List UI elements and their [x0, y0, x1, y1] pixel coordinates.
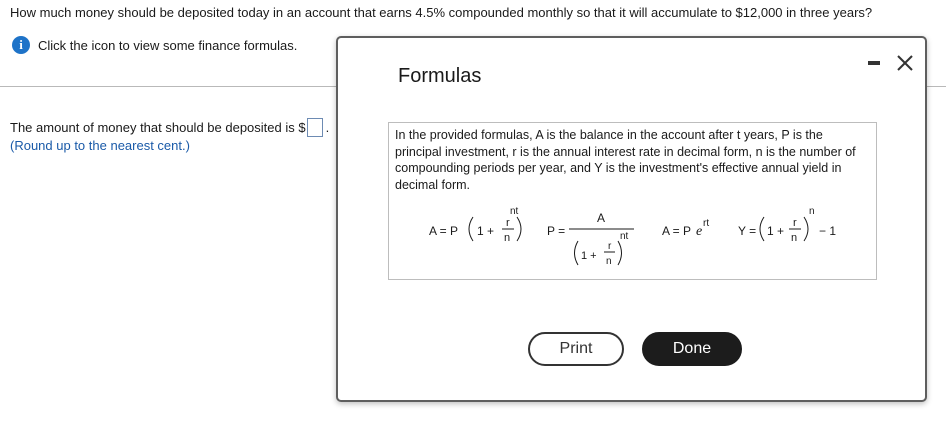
- hint-row: [12, 36, 297, 54]
- print-button[interactable]: Print: [528, 332, 624, 366]
- answer-suffix: .: [325, 120, 330, 135]
- f2-one: 1 +: [581, 250, 597, 262]
- close-icon[interactable]: [894, 52, 916, 74]
- f1-den: n: [504, 232, 511, 244]
- answer-input[interactable]: [307, 118, 323, 137]
- formulas-dialog: [336, 36, 927, 402]
- f4-minus: − 1: [819, 224, 837, 238]
- f1-num: r: [506, 217, 510, 229]
- f4-exp: n: [809, 206, 815, 217]
- round-note: (Round up to the nearest cent.): [10, 138, 190, 153]
- f4-close-paren: [804, 217, 808, 241]
- f2-lhs: P =: [547, 224, 566, 238]
- f4-num: r: [793, 217, 797, 229]
- f4-open-paren: [760, 217, 764, 241]
- f4-den: n: [791, 232, 798, 244]
- f2-inner-num: r: [608, 241, 612, 252]
- question-text: How much money should be deposited today in an account that earns 4.5% compounded monthly so that it will accumulate to $12,000 in three years?: [10, 5, 873, 20]
- hint-text: Click the icon to view some finance formulas.: [38, 37, 298, 53]
- continuous-formula: [662, 218, 709, 239]
- f2-exp: nt: [620, 231, 629, 242]
- f1-exp: nt: [510, 206, 519, 217]
- minimize-icon[interactable]: [867, 54, 883, 72]
- f1-one: 1 +: [477, 224, 495, 238]
- f2-inner-den: n: [606, 256, 612, 267]
- f2-open-paren: [575, 241, 579, 265]
- f2-num: A: [597, 211, 606, 225]
- f1-close-paren: [517, 217, 521, 241]
- answer-prompt: The amount of money that should be deposited is $: [10, 120, 306, 135]
- f2-close-paren: [618, 241, 622, 265]
- f4-lhs: Y =: [738, 224, 757, 238]
- done-button[interactable]: Done: [642, 332, 742, 366]
- f3-lhs: A = P: [662, 224, 692, 238]
- f1-open-paren: [469, 217, 473, 241]
- present-value-formula: [547, 211, 634, 267]
- formulas-graphic: [389, 123, 878, 281]
- formulas-description: In the provided formulas, A is the balance in the account after t years, P is the principal investment, r is the annual interest rate in decimal form, n is the number of compounding periods per year, and Y is the investment's effective annual yield in decimal form.: [395, 128, 856, 192]
- yield-formula: [738, 206, 836, 244]
- f4-one: 1 +: [767, 224, 785, 238]
- formulas-content: [388, 122, 877, 280]
- answer-line: [10, 118, 329, 137]
- compound-interest-formula: [429, 206, 521, 244]
- f3-exp: rt: [703, 218, 710, 229]
- f1-lhs: A = P: [429, 224, 459, 238]
- dialog-title: Formulas: [398, 65, 482, 87]
- f3-e: e: [696, 224, 703, 239]
- info-icon[interactable]: i: [12, 36, 30, 54]
